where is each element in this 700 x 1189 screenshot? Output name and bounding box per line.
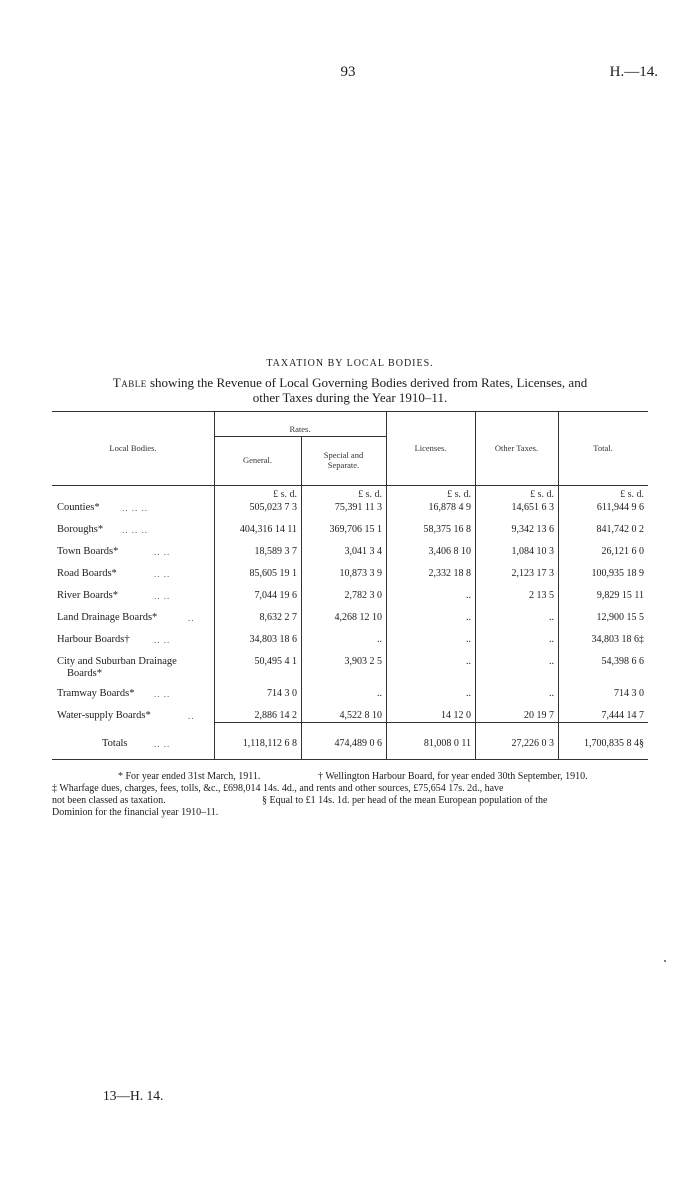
leader-dots: .. ..: [154, 591, 171, 601]
cell-special: 3,903 2 5: [344, 656, 382, 667]
cell-special: 3,041 3 4: [344, 546, 382, 557]
cell-other: 20 19 7: [524, 710, 554, 721]
cell-total: 714 3 0: [614, 688, 644, 699]
leader-dots: .. ..: [154, 739, 171, 749]
caption-prefix: Table: [112, 375, 147, 390]
totals-general: 1,118,112 6 8: [242, 738, 297, 749]
totals-licenses: 81,008 0 11: [423, 738, 471, 749]
cell-general: 8,632 2 7: [259, 612, 297, 623]
row-label: [57, 710, 151, 722]
column-header-special-line-2: Separate.: [327, 460, 360, 470]
cell-other: 2,123 17 3: [511, 568, 554, 579]
cell-total: 611,944 9 6: [596, 502, 644, 513]
cell-licenses: ..: [466, 612, 471, 623]
cell-general: 85,605 19 1: [249, 568, 297, 579]
column-divider: [475, 411, 476, 759]
cell-general: 714 3 0: [267, 688, 297, 699]
cell-other: ..: [549, 612, 554, 623]
column-header-general: General.: [242, 455, 273, 465]
leader-dots: ..: [188, 711, 195, 721]
cell-total: 34,803 18 6‡: [591, 634, 644, 645]
sheet-signature-mark: 13—H. 14.: [103, 1088, 164, 1103]
footnote-double-dagger-cont: not been classed as taxation.: [52, 795, 166, 806]
row-label-text: Town Boards*: [57, 546, 119, 557]
row-label: [57, 612, 157, 624]
row-label-text: Tramway Boards*: [57, 688, 135, 699]
row-label: [57, 568, 117, 580]
row-label-text: River Boards*: [57, 590, 118, 601]
page-number: 93: [340, 64, 356, 80]
column-header-licenses: Licenses.: [414, 443, 447, 453]
table-heading: TAXATION BY LOCAL BODIES.: [266, 358, 434, 369]
row-label: [57, 502, 100, 514]
currency-unit: £ s. d.: [447, 489, 471, 500]
footnote-double-dagger: ‡ Wharfage dues, charges, fees, tolls, &c., £698,014 14s. 4d., and rents and other sources, £75,654 17s. 2d., have: [52, 783, 504, 794]
totals-special: 474,489 0 6: [334, 738, 382, 749]
cell-other: 9,342 13 6: [511, 524, 554, 535]
column-header-special: [301, 450, 386, 470]
leader-dots: .. ..: [154, 569, 171, 579]
cell-total: 26,121 6 0: [601, 546, 644, 557]
cell-other: ..: [549, 656, 554, 667]
currency-unit: £ s. d.: [358, 489, 382, 500]
cell-licenses: 16,878 4 9: [428, 502, 471, 513]
leader-dots: .. ..: [154, 547, 171, 557]
cell-general: 2,886 14 2: [254, 710, 297, 721]
leader-dots: .. ..: [154, 635, 171, 645]
row-label-text: Counties*: [57, 502, 100, 513]
cell-special: 4,268 12 10: [334, 612, 382, 623]
leader-dots: .. .. ..: [122, 503, 148, 513]
table-bottom-rule: [52, 759, 648, 760]
caption-line-2: other Taxes during the Year 1910–11.: [252, 390, 448, 405]
totals-other: 27,226 0 3: [511, 738, 554, 749]
cell-special: 4,522 8 10: [339, 710, 382, 721]
row-label-text: City and Suburban Drainage: [57, 656, 177, 667]
cell-licenses: 2,332 18 8: [428, 568, 471, 579]
row-label: [57, 688, 134, 700]
column-header-other-taxes: Other Taxes.: [494, 443, 539, 453]
leader-dots: ..: [188, 613, 195, 623]
cell-licenses: 58,375 16 8: [423, 524, 471, 535]
currency-unit: £ s. d.: [620, 489, 644, 500]
row-label: [57, 524, 103, 536]
column-header-rates: Rates.: [289, 424, 311, 434]
cell-licenses: 14 12 0: [441, 710, 471, 721]
row-label-text: Water-supply Boards*: [57, 710, 151, 721]
row-label-text: Road Boards*: [57, 568, 117, 579]
cell-total: 100,935 18 9: [591, 568, 644, 579]
column-divider: [386, 411, 387, 759]
cell-licenses: ..: [466, 688, 471, 699]
totals-total: 1,700,835 8 4§: [584, 738, 644, 749]
column-header-total: Total.: [593, 443, 613, 453]
footnote-section-cont: Dominion for the financial year 1910–11.: [52, 807, 219, 818]
cell-licenses: ..: [466, 634, 471, 645]
cell-general: 34,803 18 6: [249, 634, 297, 645]
row-label-text: Harbour Boards†: [57, 634, 130, 645]
cell-special: 369,706 15 1: [329, 524, 382, 535]
cell-licenses: ..: [466, 590, 471, 601]
leader-dots: .. ..: [154, 689, 171, 699]
cell-total: 54,398 6 6: [601, 656, 644, 667]
row-label-text: Boroughs*: [57, 524, 104, 535]
cell-special: 2,782 3 0: [344, 590, 382, 601]
cell-general: 404,316 14 11: [239, 524, 297, 535]
table-caption: [52, 375, 648, 405]
cell-licenses: 3,406 8 10: [428, 546, 471, 557]
cell-special: 75,391 11 3: [334, 502, 382, 513]
cell-other: ..: [549, 634, 554, 645]
rates-subheader-rule: [214, 436, 386, 437]
footnote-dagger: † Wellington Harbour Board, for year ended 30th September, 1910.: [318, 771, 588, 782]
row-label: [57, 590, 118, 602]
cell-special: ..: [377, 634, 382, 645]
footnote-asterisk: * For year ended 31st March, 1911.: [118, 771, 261, 782]
cell-general: 505,023 7 3: [249, 502, 297, 513]
cell-general: 18,589 3 7: [254, 546, 297, 557]
totals-divider-rule: [214, 722, 648, 723]
row-label: [57, 634, 130, 646]
footnote-section: § Equal to £1 14s. 1d. per head of the mean European population of the: [262, 795, 548, 806]
cell-other: 2 13 5: [529, 590, 554, 601]
leader-dots: .. .. ..: [122, 525, 148, 535]
cell-special: 10,873 3 9: [339, 568, 382, 579]
cell-total: 9,829 15 11: [596, 590, 644, 601]
cell-total: 841,742 0 2: [596, 524, 644, 535]
scan-speck: [664, 960, 666, 962]
row-label-text-cont: Boards*: [67, 668, 102, 679]
currency-unit: £ s. d.: [273, 489, 297, 500]
cell-special: ..: [377, 688, 382, 699]
row-label: [57, 546, 118, 558]
caption-line-1: showing the Revenue of Local Governing Bodies derived from Rates, Licenses, and: [150, 375, 588, 390]
cell-other: ..: [549, 688, 554, 699]
cell-licenses: ..: [466, 656, 471, 667]
cell-general: 7,044 19 6: [254, 590, 297, 601]
cell-general: 50,495 4 1: [254, 656, 297, 667]
currency-unit: £ s. d.: [530, 489, 554, 500]
cell-total: 12,900 15 5: [596, 612, 644, 623]
document-reference: H.—14.: [609, 64, 658, 80]
cell-other: 14,651 6 3: [511, 502, 554, 513]
totals-label: Totals: [102, 738, 128, 749]
cell-other: 1,084 10 3: [511, 546, 554, 557]
column-divider: [558, 411, 559, 759]
row-label: [57, 656, 177, 680]
column-header-local-bodies: Local Bodies.: [109, 443, 157, 453]
cell-total: 7,444 14 7: [601, 710, 644, 721]
row-label-text: Land Drainage Boards*: [57, 612, 158, 623]
column-header-special-line-1: Special and: [323, 450, 364, 460]
